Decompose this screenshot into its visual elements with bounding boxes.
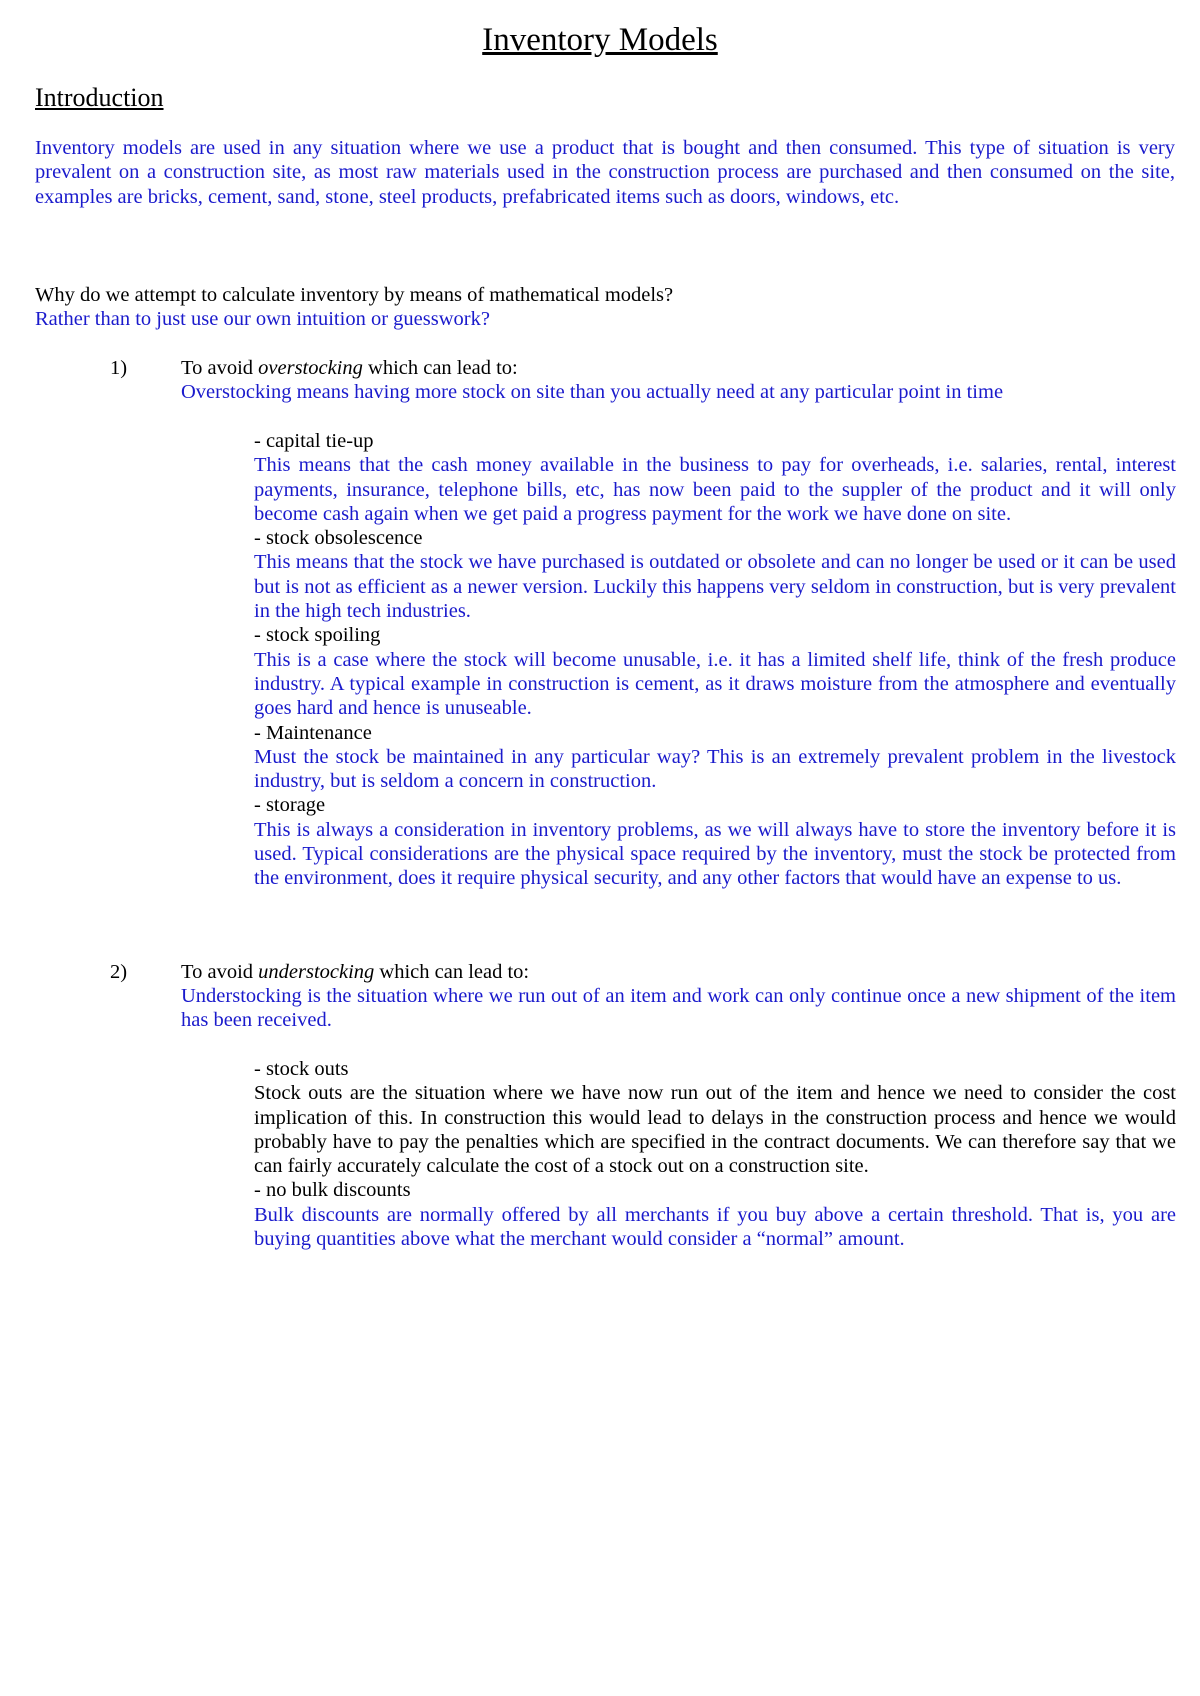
section-heading-introduction: Introduction	[35, 83, 164, 112]
item-text-no-bulk-discounts: Bulk discounts are normally offered by all merchants if you buy above a certain threshold. That is, you are buying quantities above what the merchant would consider a “normal” amount.	[254, 1203, 1176, 1251]
item-text-stock-obsolescence: This means that the stock we have purchased is outdated or obsolete and can no longer be used or it can be used but is not as efficient as a newer version. Luckily this happens very seldom in construction, but is very prevalent in the high tech industries.	[254, 551, 1176, 623]
point-2-number: 2)	[110, 961, 128, 983]
point-2-definition: Understocking is the situation where we run out of an item and work can only continue once a new shipment of the item has been received.	[181, 985, 1176, 1032]
point-2-items	[254, 1057, 1176, 1251]
page-title: Inventory Models	[482, 22, 718, 58]
item-text-stock-outs: Stock outs are the situation where we have now run out of the item and hence we need to consider the cost implication of this. In construction this would lead to delays in the construction process and hence we would probably have to pay the penalties which are specified in the contract documents. We can therefore say that we can fairly accurately calculate the cost of a stock out on a construction site.	[254, 1082, 1176, 1178]
item-label-maintenance: - Maintenance	[254, 721, 372, 744]
item-text-stock-spoiling: This is a case where the stock will become unusable, i.e. it has a limited shelf life, think of the fresh produce industry. A typical example in construction is cement, as it draws moisture from the atmosphere and eventually goes hard and hence is unuseable.	[254, 648, 1176, 720]
item-label-capital-tie-up: - capital tie-up	[254, 430, 374, 452]
point-1-items	[254, 429, 1176, 891]
point-2-lead-after: which can lead to:	[374, 961, 530, 983]
item-label-stock-spoiling: - stock spoiling	[254, 624, 381, 647]
item-text-storage: This is always a consideration in inventory problems, as we will always have to store the inventory before it is used. Typical considerations are the physical space required by the inventory, must the stock be protected from the environment, does it require physical security, and any other factors that would have an expense to us.	[254, 818, 1176, 890]
point-2-lead-italic: understocking	[258, 961, 375, 983]
item-label-stock-outs: - stock outs	[254, 1058, 349, 1080]
point-1-lead	[181, 356, 1176, 380]
item-text-maintenance: Must the stock be maintained in any particular way? This is an extremely prevalent problem in the livestock industry, but is seldom a concern in construction.	[254, 745, 1176, 793]
point-2-lead-before: To avoid	[181, 961, 259, 983]
item-label-no-bulk-discounts: - no bulk discounts	[254, 1179, 411, 1202]
point-1-lead-before: To avoid	[181, 357, 259, 379]
point-1-number: 1)	[110, 357, 128, 379]
introduction-paragraph: Inventory models are used in any situation where we use a product that is bought and then consumed. This type of situation is very prevalent on a construction site, as most raw materials used in the construction process are purchased and then consumed on the site, examples are bricks, cement, sand, stone, steel products, prefabricated items such as doors, windows, etc.	[35, 137, 1175, 208]
question-line-2: Rather than to just use our own intuition or guesswork?	[35, 308, 490, 330]
item-label-storage: - storage	[254, 794, 326, 817]
item-label-stock-obsolescence: - stock obsolescence	[254, 527, 423, 550]
point-1-lead-after: which can lead to:	[362, 357, 518, 379]
point-1-lead-italic: overstocking	[258, 357, 363, 379]
item-text-capital-tie-up: This means that the cash money available in the business to pay for overheads, i.e. salaries, rental, interest payments, insurance, telephone bills, etc, has now been paid to the suppler of the product and it will only become cash again when we get paid a progress payment for the work we have done on site.	[254, 454, 1176, 525]
question-line-1: Why do we attempt to calculate inventory by means of mathematical models?	[35, 284, 674, 306]
point-1-definition: Overstocking means having more stock on site than you actually need at any particular point in time	[181, 381, 1004, 403]
point-2-lead	[181, 960, 1176, 984]
